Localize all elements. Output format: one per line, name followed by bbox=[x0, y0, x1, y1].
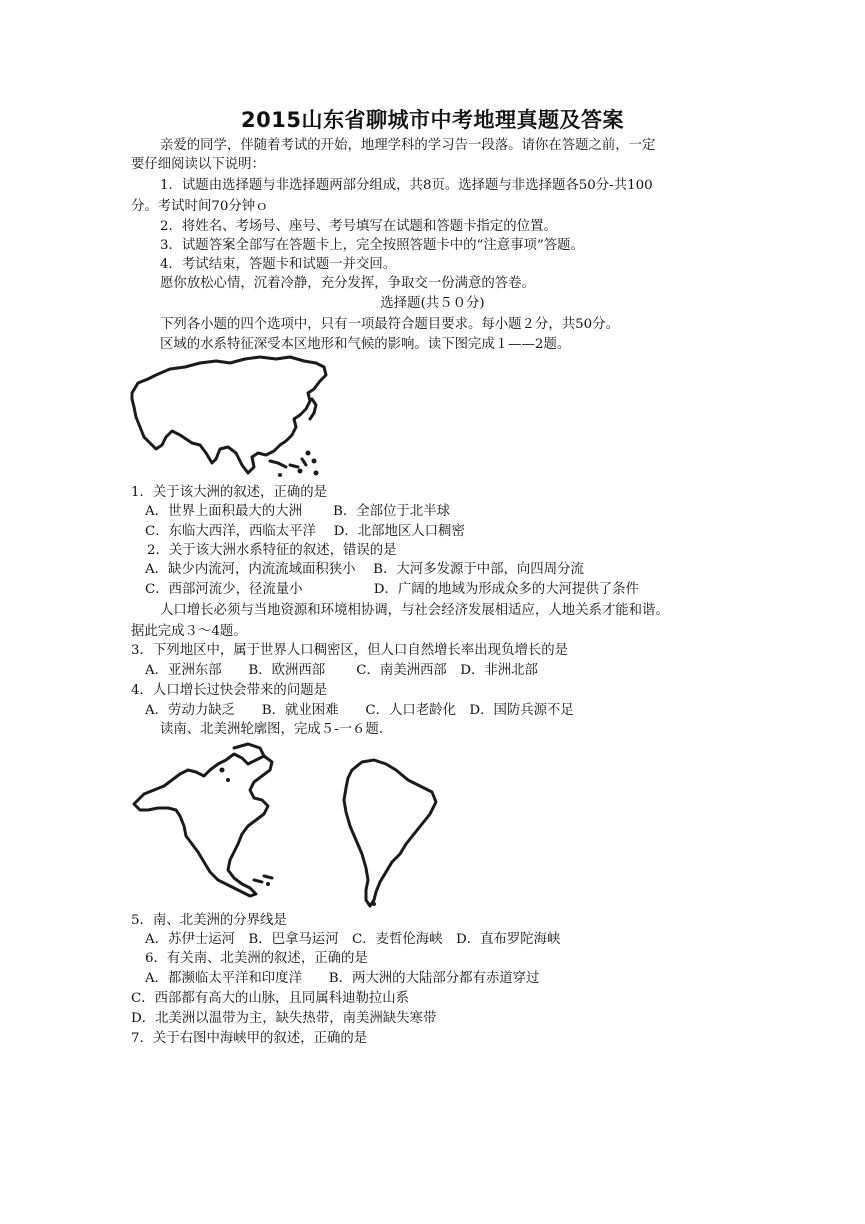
lead-q3-q4-line-1: 人口增长必须与当地资源和环境相协调，与社会经济发展相适应，人地关系才能和谐。 bbox=[160, 603, 669, 618]
q6-stem: 6．有关南、北美洲的叙述，正确的是 bbox=[145, 951, 368, 966]
lead-q5-q6: 读南、北美洲轮廓图，完成５-一６题. bbox=[160, 722, 384, 737]
q3-options: A．亚洲东部 B．欧洲西部 C．南美洲西部 D．非洲北部 bbox=[145, 663, 538, 678]
wish-line: 愿你放松心情，沉着冷静，充分发挥，争取交一份满意的答卷。 bbox=[160, 276, 535, 291]
q4-options: A．劳动力缺乏 B．就业困难 C．人口老龄化 D．国防兵源不足 bbox=[145, 703, 574, 718]
rule-1b: 分。考试时间70分钟ｏ bbox=[131, 199, 269, 214]
rule-3: 3．试题答案全部写在答题卡上，完全按照答题卡中的“注意事项”答题。 bbox=[160, 238, 584, 253]
rule-4: 4．考试结束，答题卡和试题一并交回。 bbox=[160, 257, 397, 272]
caribbean-islands bbox=[254, 876, 272, 882]
rule-2: 2．将姓名、考场号、座号、考号填写在试题和答题卡指定的位置。 bbox=[160, 219, 557, 234]
south-america-coastline bbox=[344, 760, 436, 906]
q4-stem: 4．人口增长过快会带来的问题是 bbox=[131, 683, 327, 698]
q6-options-ab: A．都濒临太平洋和印度洋 B．两大洲的大陆部分都有赤道穿过 bbox=[145, 971, 540, 986]
q6-option-c: C．西部都有高大的山脉，且同属科迪勒拉山系 bbox=[131, 991, 410, 1006]
q5-options: A．苏伊士运河 B．巴拿马运河 C．麦哲伦海峡 D．直布罗陀海峡 bbox=[145, 932, 561, 947]
q6-option-d: D．北美洲以温带为主，缺失热带，南美洲缺失寒带 bbox=[131, 1011, 437, 1026]
asia-coastline bbox=[132, 357, 326, 473]
q2-options-cd: C．西部河流少，径流量小 D．广阔的地域为形成众多的大河提供了条件 bbox=[145, 582, 639, 597]
rule-1a: 1．试题由选择题与非选择题两部分组成，共8页。选择题与非选择题各50分-共100 bbox=[160, 178, 653, 193]
north-america-coastline bbox=[134, 754, 272, 896]
q2-stem: 2．关于该大洲水系特征的叙述，错误的是 bbox=[147, 543, 397, 558]
q1-options-ab: A．世界上面积最大的大洲 B．全部位于北半球 bbox=[145, 504, 450, 519]
q1-stem: 1．关于该大洲的叙述，正确的是 bbox=[131, 485, 327, 500]
intro-line-1: 亲爱的同学，伴随着考试的开始，地理学科的学习告一段落。请你在答题之前，一定 bbox=[160, 138, 656, 153]
lead-q1-q2: 区域的水系特征深受本区地形和气候的影响。读下图完成１——2题。 bbox=[160, 337, 571, 352]
q3-stem: 3．下列地区中，属于世界人口稠密区，但人口自然增长率出现负增长的是 bbox=[131, 643, 569, 658]
asia-outline-map bbox=[130, 353, 330, 481]
intro-line-2: 要仔细阅读以下说明： bbox=[131, 157, 265, 172]
greenland bbox=[234, 744, 264, 756]
q2-options-ab: A．缺少内流河，内流流域面积狭小 B．大河多发源于中部，向四周分流 bbox=[145, 562, 584, 577]
page-title: 2015山东省聊城市中考地理真题及答案 bbox=[241, 108, 624, 132]
americas-outline-map bbox=[130, 740, 448, 910]
lead-q3-q4-line-2: 据此完成３～4题。 bbox=[131, 624, 247, 639]
q5-stem: 5．南、北美洲的分界线是 bbox=[131, 913, 287, 928]
section-heading: 选择题(共５０分) bbox=[380, 296, 485, 311]
q1-options-cd: C．东临大西洋，西临太平洋 D．北部地区人口稠密 bbox=[145, 524, 465, 539]
section-instruction: 下列各小题的四个选项中，只有一项最符合题目要求。每小题２分，共50分。 bbox=[160, 317, 619, 332]
q7-stem: 7．关于右图中海峡甲的叙述，正确的是 bbox=[131, 1031, 368, 1046]
indonesia-islands bbox=[270, 459, 306, 467]
